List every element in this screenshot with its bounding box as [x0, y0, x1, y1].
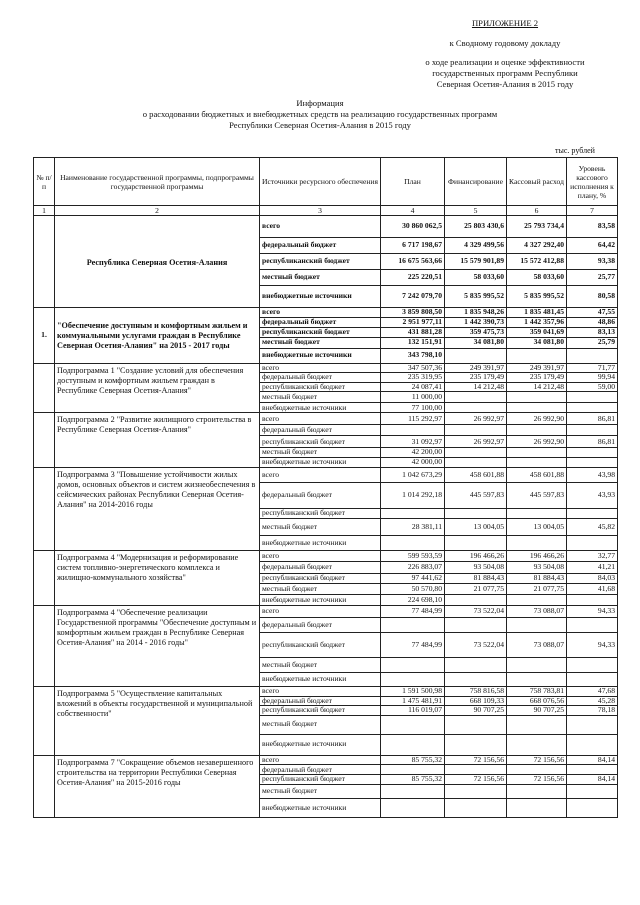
- table-row: [34, 755, 618, 765]
- cash-cell: [507, 448, 567, 458]
- source-cell: внебюджетные источники: [260, 798, 381, 817]
- cash-cell: 5 835 995,52: [507, 286, 567, 308]
- plan-cell: 1 042 673,29: [381, 467, 445, 482]
- level-cell: [567, 798, 618, 817]
- budget-table: [33, 157, 618, 818]
- cash-cell: [507, 672, 567, 686]
- level-cell: 32,77: [567, 550, 618, 561]
- level-cell: 71,77: [567, 363, 618, 373]
- plan-cell: 1 014 292,18: [381, 482, 445, 508]
- finance-cell: 25 803 430,6: [445, 216, 507, 238]
- level-cell: [567, 392, 618, 403]
- source-cell: всего: [260, 363, 381, 373]
- source-cell: местный бюджет: [260, 337, 381, 348]
- row-number-cell: [34, 605, 55, 686]
- cash-cell: [507, 734, 567, 755]
- plan-cell: 115 292,97: [381, 413, 445, 425]
- source-cell: республиканский бюджет: [260, 573, 381, 583]
- source-cell: всего: [260, 467, 381, 482]
- source-cell: федеральный бюджет: [260, 561, 381, 573]
- level-cell: [567, 508, 618, 518]
- col-number: 4: [381, 206, 445, 216]
- cash-cell: 458 601,88: [507, 467, 567, 482]
- source-cell: всего: [260, 308, 381, 318]
- source-cell: всего: [260, 413, 381, 425]
- cash-cell: [507, 425, 567, 436]
- source-cell: федеральный бюджет: [260, 238, 381, 254]
- cash-cell: 72 156,56: [507, 775, 567, 785]
- plan-cell: 28 381,11: [381, 518, 445, 535]
- plan-cell: 77 100,00: [381, 403, 445, 413]
- cash-cell: [507, 457, 567, 467]
- source-cell: местный бюджет: [260, 518, 381, 535]
- plan-cell: 30 860 062,5: [381, 216, 445, 238]
- level-cell: 83,13: [567, 327, 618, 337]
- cash-cell: 21 077,75: [507, 583, 567, 594]
- plan-cell: 224 698,10: [381, 594, 445, 605]
- cash-cell: 90 707,25: [507, 706, 567, 716]
- level-cell: 25,77: [567, 270, 618, 286]
- header-line-1: к Сводному годовому докладу: [449, 38, 561, 48]
- plan-cell: 77 484,99: [381, 605, 445, 617]
- finance-cell: 1 835 948,26: [445, 308, 507, 318]
- row-number-cell: [34, 686, 55, 755]
- finance-cell: [445, 784, 507, 798]
- source-cell: республиканский бюджет: [260, 632, 381, 657]
- plan-cell: 97 441,62: [381, 573, 445, 583]
- cash-cell: [507, 508, 567, 518]
- level-cell: 43,93: [567, 482, 618, 508]
- level-cell: [567, 734, 618, 755]
- plan-cell: [381, 672, 445, 686]
- level-cell: 94,33: [567, 605, 618, 617]
- finance-cell: 26 992,97: [445, 436, 507, 448]
- plan-cell: 1 591 500,98: [381, 686, 445, 696]
- finance-cell: 359 475,73: [445, 327, 507, 337]
- cash-cell: 4 327 292,40: [507, 238, 567, 254]
- cash-cell: 26 992,90: [507, 436, 567, 448]
- finance-cell: 93 504,08: [445, 561, 507, 573]
- cash-cell: 758 783,81: [507, 686, 567, 696]
- level-cell: 86,81: [567, 413, 618, 425]
- col-number: 6: [507, 206, 567, 216]
- finance-cell: 5 835 995,52: [445, 286, 507, 308]
- finance-cell: [445, 425, 507, 436]
- col-header-level: Уровень кассового исполнения к плану, %: [567, 158, 618, 206]
- source-cell: внебюджетные источники: [260, 535, 381, 550]
- col-header-cash: Кассовый расход: [507, 158, 567, 206]
- program-name-cell: Подпрограмма 7 "Сокращение объемов незавершенного строительства на территории Республики Северная Осетия-Алания" на 2015-2016 годы: [55, 755, 260, 817]
- level-cell: 80,58: [567, 286, 618, 308]
- cash-cell: 235 179,49: [507, 373, 567, 383]
- finance-cell: 73 522,04: [445, 632, 507, 657]
- source-cell: федеральный бюджет: [260, 482, 381, 508]
- col-number: 7: [567, 206, 618, 216]
- cash-cell: 14 212,48: [507, 382, 567, 392]
- document-title: [0, 98, 640, 131]
- source-cell: республиканский бюджет: [260, 254, 381, 270]
- plan-cell: [381, 657, 445, 672]
- cash-cell: 196 466,26: [507, 550, 567, 561]
- cash-cell: [507, 765, 567, 775]
- level-cell: [567, 457, 618, 467]
- source-cell: внебюджетные источники: [260, 286, 381, 308]
- level-cell: 45,82: [567, 518, 618, 535]
- row-number-cell: 1.: [34, 308, 55, 364]
- plan-cell: 2 951 977,11: [381, 317, 445, 327]
- cash-cell: 93 504,08: [507, 561, 567, 573]
- source-cell: местный бюджет: [260, 715, 381, 734]
- finance-cell: 196 466,26: [445, 550, 507, 561]
- level-cell: [567, 425, 618, 436]
- source-cell: федеральный бюджет: [260, 765, 381, 775]
- level-cell: 83,58: [567, 216, 618, 238]
- source-cell: всего: [260, 216, 381, 238]
- plan-cell: 6 717 198,67: [381, 238, 445, 254]
- level-cell: [567, 448, 618, 458]
- program-name-cell: Республика Северная Осетия-Алания: [55, 216, 260, 308]
- title-line-3: Республики Северная Осетия-Алания в 2015 году: [229, 120, 411, 130]
- level-cell: 86,81: [567, 436, 618, 448]
- table-row: [34, 550, 618, 561]
- cash-cell: 359 041,69: [507, 327, 567, 337]
- cash-cell: [507, 798, 567, 817]
- plan-cell: 7 242 079,70: [381, 286, 445, 308]
- source-cell: всего: [260, 550, 381, 561]
- plan-cell: 31 092,97: [381, 436, 445, 448]
- cash-cell: [507, 594, 567, 605]
- plan-cell: 235 319,95: [381, 373, 445, 383]
- finance-cell: 668 109,33: [445, 696, 507, 706]
- plan-cell: 132 151,91: [381, 337, 445, 348]
- source-cell: внебюджетные источники: [260, 734, 381, 755]
- col-number: 5: [445, 206, 507, 216]
- level-cell: [567, 784, 618, 798]
- plan-cell: 431 881,28: [381, 327, 445, 337]
- col-header-name: Наименование государственной программы, подпрограммы государственной программы: [55, 158, 260, 206]
- finance-cell: [445, 734, 507, 755]
- header-line-2: о ходе реализации и оценке эффективности: [425, 57, 585, 67]
- cash-cell: [507, 403, 567, 413]
- source-cell: местный бюджет: [260, 784, 381, 798]
- level-cell: 93,38: [567, 254, 618, 270]
- title-line-1: Информация: [296, 98, 344, 108]
- finance-cell: [445, 715, 507, 734]
- plan-cell: [381, 734, 445, 755]
- row-number-cell: [34, 363, 55, 413]
- col-header-num: № п/п: [34, 158, 55, 206]
- source-cell: федеральный бюджет: [260, 617, 381, 632]
- col-number: 1: [34, 206, 55, 216]
- plan-cell: 85 755,32: [381, 775, 445, 785]
- finance-cell: 26 992,97: [445, 413, 507, 425]
- plan-cell: 116 019,07: [381, 706, 445, 716]
- finance-cell: [445, 457, 507, 467]
- level-cell: 45,28: [567, 696, 618, 706]
- source-cell: федеральный бюджет: [260, 373, 381, 383]
- finance-cell: [445, 798, 507, 817]
- table-body: [34, 216, 618, 818]
- cash-cell: 25 793 734,4: [507, 216, 567, 238]
- plan-cell: 42 200,00: [381, 448, 445, 458]
- finance-cell: 458 601,88: [445, 467, 507, 482]
- finance-cell: 758 816,58: [445, 686, 507, 696]
- units-label: тыс. рублей: [555, 146, 595, 155]
- level-cell: [567, 594, 618, 605]
- level-cell: [567, 672, 618, 686]
- plan-cell: 24 087,41: [381, 382, 445, 392]
- plan-cell: [381, 508, 445, 518]
- header-line-3: государственных программ Республики: [432, 68, 578, 78]
- level-cell: [567, 657, 618, 672]
- source-cell: внебюджетные источники: [260, 457, 381, 467]
- table-row: [34, 216, 618, 238]
- table-row: [34, 605, 618, 617]
- plan-cell: 42 000,00: [381, 457, 445, 467]
- cash-cell: [507, 715, 567, 734]
- level-cell: 41,68: [567, 583, 618, 594]
- finance-cell: 235 179,49: [445, 373, 507, 383]
- source-cell: федеральный бюджет: [260, 317, 381, 327]
- cash-cell: 72 156,56: [507, 755, 567, 765]
- table-row: [34, 308, 618, 318]
- plan-cell: 16 675 563,66: [381, 254, 445, 270]
- finance-cell: 13 004,05: [445, 518, 507, 535]
- source-cell: внебюджетные источники: [260, 348, 381, 363]
- finance-cell: [445, 594, 507, 605]
- plan-cell: 226 883,07: [381, 561, 445, 573]
- cash-cell: 13 004,05: [507, 518, 567, 535]
- finance-cell: 58 033,60: [445, 270, 507, 286]
- table-row: [34, 413, 618, 425]
- level-cell: 41,21: [567, 561, 618, 573]
- finance-cell: 249 391,97: [445, 363, 507, 373]
- source-cell: всего: [260, 755, 381, 765]
- source-cell: всего: [260, 605, 381, 617]
- finance-cell: [445, 448, 507, 458]
- source-cell: республиканский бюджет: [260, 436, 381, 448]
- source-cell: местный бюджет: [260, 583, 381, 594]
- finance-cell: 73 522,04: [445, 605, 507, 617]
- table-row: [34, 363, 618, 373]
- cash-cell: 73 088,07: [507, 632, 567, 657]
- cash-cell: [507, 784, 567, 798]
- level-cell: [567, 403, 618, 413]
- finance-cell: 14 212,48: [445, 382, 507, 392]
- col-number: 2: [55, 206, 260, 216]
- plan-cell: [381, 535, 445, 550]
- cash-cell: [507, 657, 567, 672]
- source-cell: внебюджетные источники: [260, 672, 381, 686]
- plan-cell: 599 593,59: [381, 550, 445, 561]
- plan-cell: [381, 617, 445, 632]
- program-name-cell: "Обеспечение доступным и комфортным жильем и коммунальными услугами граждан в Республике Северная Осетия-Алания" на 2015 - 2017 годы: [55, 308, 260, 364]
- cash-cell: 81 884,43: [507, 573, 567, 583]
- program-name-cell: Подпрограмма 4 "Модернизация и реформирование систем топливно-энергетического комплекса и жилищно-коммунального хозяйства": [55, 550, 260, 605]
- col-number: 3: [260, 206, 381, 216]
- level-cell: [567, 535, 618, 550]
- plan-cell: 11 000,00: [381, 392, 445, 403]
- finance-cell: [445, 765, 507, 775]
- source-cell: республиканский бюджет: [260, 508, 381, 518]
- level-cell: 59,00: [567, 382, 618, 392]
- level-cell: 99,94: [567, 373, 618, 383]
- header-line-4: Северная Осетия-Алания в 2015 году: [436, 79, 574, 89]
- col-header-finance: Финансирование: [445, 158, 507, 206]
- program-name-cell: Подпрограмма 3 "Повышение устойчивости жилых домов, основных объектов и систем жизнеобеспечения в сейсмических районах Республики Северная Осетия-Алания" на 2014-2016 годы: [55, 467, 260, 550]
- source-cell: внебюджетные источники: [260, 594, 381, 605]
- finance-cell: [445, 672, 507, 686]
- level-cell: 78,18: [567, 706, 618, 716]
- finance-cell: [445, 403, 507, 413]
- source-cell: республиканский бюджет: [260, 382, 381, 392]
- level-cell: 47,68: [567, 686, 618, 696]
- cash-cell: 1 442 357,96: [507, 317, 567, 327]
- plan-cell: [381, 784, 445, 798]
- column-numbers-row: [34, 206, 618, 216]
- row-number-cell: [34, 413, 55, 468]
- level-cell: 48,86: [567, 317, 618, 327]
- level-cell: [567, 617, 618, 632]
- plan-cell: 85 755,32: [381, 755, 445, 765]
- level-cell: [567, 715, 618, 734]
- program-name-cell: Подпрограмма 2 "Развитие жилищного строительства в Республике Северная Осетия-Алания": [55, 413, 260, 468]
- level-cell: 84,14: [567, 755, 618, 765]
- row-number-cell: [34, 550, 55, 605]
- finance-cell: 72 156,56: [445, 775, 507, 785]
- plan-cell: 1 475 481,91: [381, 696, 445, 706]
- source-cell: всего: [260, 686, 381, 696]
- source-cell: местный бюджет: [260, 392, 381, 403]
- finance-cell: 4 329 499,56: [445, 238, 507, 254]
- table-header-row: [34, 158, 618, 206]
- program-name-cell: Подпрограмма 1 "Создание условий для обеспечения доступным и комфортным жильем граждан в Республике Северная Осетия-Алания": [55, 363, 260, 413]
- level-cell: 64,42: [567, 238, 618, 254]
- finance-cell: 90 707,25: [445, 706, 507, 716]
- cash-cell: [507, 535, 567, 550]
- source-cell: федеральный бюджет: [260, 696, 381, 706]
- finance-cell: 445 597,83: [445, 482, 507, 508]
- source-cell: внебюджетные источники: [260, 403, 381, 413]
- cash-cell: 15 572 412,88: [507, 254, 567, 270]
- cash-cell: 445 597,83: [507, 482, 567, 508]
- finance-cell: 21 077,75: [445, 583, 507, 594]
- finance-cell: 34 081,80: [445, 337, 507, 348]
- program-name-cell: Подпрограмма 5 "Осуществление капитальных вложений в объекты государственной и муниципальной собственности": [55, 686, 260, 755]
- plan-cell: 50 570,80: [381, 583, 445, 594]
- source-cell: федеральный бюджет: [260, 425, 381, 436]
- cash-cell: 1 835 481,45: [507, 308, 567, 318]
- cash-cell: 58 033,60: [507, 270, 567, 286]
- finance-cell: [445, 392, 507, 403]
- source-cell: местный бюджет: [260, 270, 381, 286]
- plan-cell: [381, 798, 445, 817]
- finance-cell: 1 442 390,73: [445, 317, 507, 327]
- finance-cell: [445, 535, 507, 550]
- plan-cell: 3 859 808,50: [381, 308, 445, 318]
- cash-cell: 34 081,80: [507, 337, 567, 348]
- plan-cell: 77 484,99: [381, 632, 445, 657]
- plan-cell: 343 798,10: [381, 348, 445, 363]
- level-cell: 94,33: [567, 632, 618, 657]
- program-name-cell: Подпрограмма 4 "Обеспечение реализации Государственной программы "Обеспечение доступным и комфортным жильем граждан в Республике Северная Осетия-Алания" на 2014 - 2016 годы": [55, 605, 260, 686]
- level-cell: [567, 348, 618, 363]
- level-cell: 84,03: [567, 573, 618, 583]
- source-cell: республиканский бюджет: [260, 327, 381, 337]
- cash-cell: 249 391,97: [507, 363, 567, 373]
- level-cell: 25,79: [567, 337, 618, 348]
- finance-cell: [445, 657, 507, 672]
- plan-cell: [381, 425, 445, 436]
- cash-cell: [507, 348, 567, 363]
- level-cell: 43,98: [567, 467, 618, 482]
- row-number-cell: [34, 755, 55, 817]
- table-row: [34, 686, 618, 696]
- cash-cell: [507, 617, 567, 632]
- finance-cell: [445, 508, 507, 518]
- col-header-source: Источники ресурсного обеспечения: [260, 158, 381, 206]
- finance-cell: 15 579 901,89: [445, 254, 507, 270]
- source-cell: местный бюджет: [260, 448, 381, 458]
- col-header-plan: План: [381, 158, 445, 206]
- level-cell: 84,14: [567, 775, 618, 785]
- finance-cell: 72 156,56: [445, 755, 507, 765]
- finance-cell: [445, 348, 507, 363]
- source-cell: местный бюджет: [260, 657, 381, 672]
- plan-cell: 225 220,51: [381, 270, 445, 286]
- cash-cell: 73 088,07: [507, 605, 567, 617]
- level-cell: [567, 765, 618, 775]
- plan-cell: [381, 715, 445, 734]
- appendix-label: ПРИЛОЖЕНИЕ 2: [471, 18, 539, 28]
- row-number-cell: [34, 467, 55, 550]
- plan-cell: [381, 765, 445, 775]
- cash-cell: [507, 392, 567, 403]
- title-line-2: о расходовании бюджетных и внебюджетных средств на реализацию государственных программ: [142, 109, 498, 119]
- level-cell: 47,55: [567, 308, 618, 318]
- cash-cell: 26 992,90: [507, 413, 567, 425]
- source-cell: республиканский бюджет: [260, 706, 381, 716]
- plan-cell: 347 507,36: [381, 363, 445, 373]
- row-number-cell: [34, 216, 55, 308]
- finance-cell: [445, 617, 507, 632]
- source-cell: республиканский бюджет: [260, 775, 381, 785]
- cash-cell: 668 076,56: [507, 696, 567, 706]
- finance-cell: 81 884,43: [445, 573, 507, 583]
- table-row: [34, 467, 618, 482]
